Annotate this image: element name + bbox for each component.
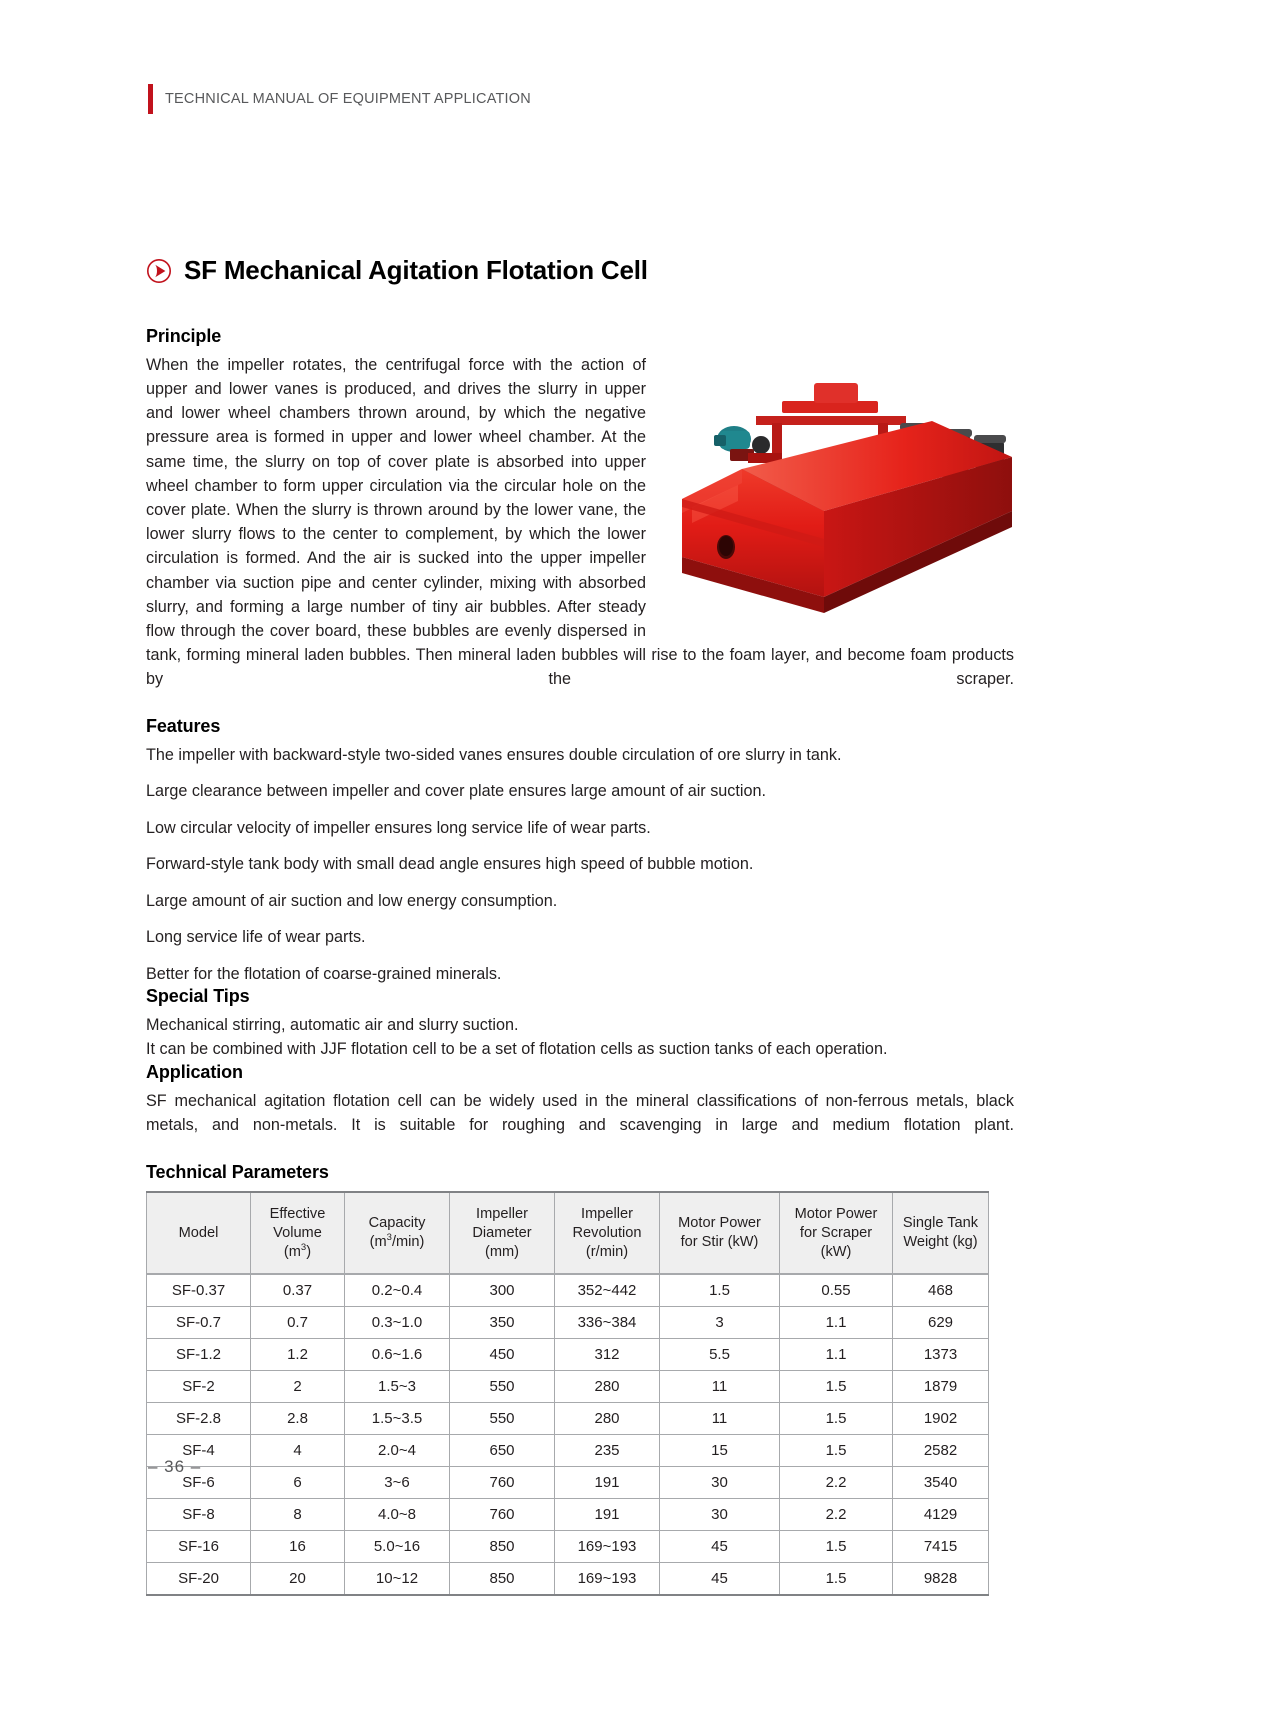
table-cell: 850 xyxy=(450,1563,555,1596)
feature-item: Long service life of wear parts. xyxy=(146,928,366,947)
column-header-motor-power-stir: Motor Power for Stir (kW) xyxy=(660,1192,780,1274)
table-cell: 235 xyxy=(555,1435,660,1467)
cell-model: SF-8 xyxy=(147,1499,251,1531)
table-cell: 850 xyxy=(450,1531,555,1563)
feature-item: Large clearance between impeller and cover plate ensures large amount of air suction. xyxy=(146,782,766,801)
technical-parameters-table xyxy=(146,1191,989,1596)
table-cell: 45 xyxy=(660,1563,780,1596)
column-header-impeller-revolution: Impeller Revolution (r/min) xyxy=(555,1192,660,1274)
table-cell: 336~384 xyxy=(555,1307,660,1339)
feature-item: Better for the flotation of coarse-grained minerals. xyxy=(146,964,502,983)
feature-item: Forward-style tank body with small dead angle ensures high speed of bubble motion. xyxy=(146,855,754,874)
table-cell: 4.0~8 xyxy=(345,1499,450,1531)
table-cell: 5.0~16 xyxy=(345,1531,450,1563)
feature-item: Low circular velocity of impeller ensures long service life of wear parts. xyxy=(146,818,651,837)
table-cell: 2582 xyxy=(893,1435,989,1467)
table-cell: 11 xyxy=(660,1371,780,1403)
table-cell: 2.8 xyxy=(251,1403,345,1435)
special-tip-line: Mechanical stirring, automatic air and slurry suction. xyxy=(146,1015,519,1034)
table-cell: 760 xyxy=(450,1499,555,1531)
column-header-capacity: Capacity $(m^3/\min)$ xyxy=(345,1192,450,1274)
table-cell: 3~6 xyxy=(345,1467,450,1499)
table-row xyxy=(147,1499,989,1531)
table-cell: 15 xyxy=(660,1435,780,1467)
table-cell: 1.5 xyxy=(780,1371,893,1403)
table-cell: 30 xyxy=(660,1467,780,1499)
table-header xyxy=(147,1192,989,1274)
table-cell: 629 xyxy=(893,1307,989,1339)
table-cell: 2.2 xyxy=(780,1499,893,1531)
cell-model: SF-0.37 xyxy=(147,1274,251,1307)
table-row xyxy=(147,1371,989,1403)
table-cell: 1373 xyxy=(893,1339,989,1371)
cell-model: SF-1.2 xyxy=(147,1339,251,1371)
table-cell: 7415 xyxy=(893,1531,989,1563)
table-cell: 650 xyxy=(450,1435,555,1467)
table-cell: 20 xyxy=(251,1563,345,1596)
table-cell: 4129 xyxy=(893,1499,989,1531)
table-cell: 1.5 xyxy=(660,1274,780,1307)
table-cell: 312 xyxy=(555,1339,660,1371)
table-cell: 4 xyxy=(251,1435,345,1467)
table-row xyxy=(147,1435,989,1467)
cell-model: SF-16 xyxy=(147,1531,251,1563)
unit-cubic-metre-per-min: $(m^3/\min)$ xyxy=(369,1232,425,1251)
cell-model: SF-20 xyxy=(147,1563,251,1596)
table-cell: 280 xyxy=(555,1403,660,1435)
table-cell: 169~193 xyxy=(555,1563,660,1596)
heading-application: Application xyxy=(146,1061,243,1082)
cell-model: SF-2.8 xyxy=(147,1403,251,1435)
table-row xyxy=(147,1403,989,1435)
column-header-single-tank-weight: Single Tank Weight (kg) xyxy=(893,1192,989,1274)
table-cell: 0.2~0.4 xyxy=(345,1274,450,1307)
table-cell: 0.55 xyxy=(780,1274,893,1307)
table-cell: 2.0~4 xyxy=(345,1435,450,1467)
table-cell: 6 xyxy=(251,1467,345,1499)
column-header-impeller-diameter: Impeller Diameter (mm) xyxy=(450,1192,555,1274)
table-cell: 352~442 xyxy=(555,1274,660,1307)
heading-special-tips: Special Tips xyxy=(146,985,250,1006)
cell-model: SF-2 xyxy=(147,1371,251,1403)
table-cell: 10~12 xyxy=(345,1563,450,1596)
table-cell: 191 xyxy=(555,1467,660,1499)
table-row xyxy=(147,1274,989,1307)
table-cell: 1.1 xyxy=(780,1339,893,1371)
cell-model: SF-4 xyxy=(147,1435,251,1467)
table-cell: 1.5 xyxy=(780,1531,893,1563)
table-cell: 350 xyxy=(450,1307,555,1339)
table-row xyxy=(147,1563,989,1596)
heading-features: Features xyxy=(146,715,221,736)
table-cell: 169~193 xyxy=(555,1531,660,1563)
header-accent-rule xyxy=(148,84,153,114)
table-cell: 5.5 xyxy=(660,1339,780,1371)
special-tip-line: It can be combined with JJF flotation cell to be a set of flotation cells as suction tanks of each operation. xyxy=(146,1040,888,1059)
table-cell: 11 xyxy=(660,1403,780,1435)
feature-item: Large amount of air suction and low energy consumption. xyxy=(146,891,558,910)
table-cell: 16 xyxy=(251,1531,345,1563)
table-cell: 300 xyxy=(450,1274,555,1307)
page-running-header xyxy=(148,84,531,114)
table-body xyxy=(147,1274,989,1595)
sf-flotation-cell-photo xyxy=(664,361,1014,631)
table-cell: 550 xyxy=(450,1403,555,1435)
table-cell: 30 xyxy=(660,1499,780,1531)
heading-technical-parameters: Technical Parameters xyxy=(146,1162,329,1183)
column-header-model: Model xyxy=(147,1192,251,1274)
table-cell: 1.5~3 xyxy=(345,1371,450,1403)
running-title: TECHNICAL MANUAL OF EQUIPMENT APPLICATION xyxy=(165,91,531,107)
page-title-row xyxy=(146,238,1014,304)
special-tips-list xyxy=(146,1013,1014,1062)
table-cell: 3540 xyxy=(893,1467,989,1499)
table-cell: 468 xyxy=(893,1274,989,1307)
application-paragraph: SF mechanical agitation flotation cell can be widely used in the mineral classifications of non-ferrous metals, black metals, and non-metals. It is suitable for roughing and scavenging in large and medium flotation plant. xyxy=(146,1091,1014,1135)
table-cell: 0.3~1.0 xyxy=(345,1307,450,1339)
cell-model: SF-6 xyxy=(147,1467,251,1499)
table-cell: 1.5~3.5 xyxy=(345,1403,450,1435)
table-cell: 0.6~1.6 xyxy=(345,1339,450,1371)
table-cell: 760 xyxy=(450,1467,555,1499)
table-row xyxy=(147,1467,989,1499)
table-cell: 1.5 xyxy=(780,1563,893,1596)
heading-principle: Principle xyxy=(146,325,222,346)
table-cell: 8 xyxy=(251,1499,345,1531)
table-cell: 9828 xyxy=(893,1563,989,1596)
table-cell: 450 xyxy=(450,1339,555,1371)
table-cell: 1.1 xyxy=(780,1307,893,1339)
table-cell: 2 xyxy=(251,1371,345,1403)
table-cell: 1902 xyxy=(893,1403,989,1435)
table-header-row xyxy=(147,1192,989,1274)
table-cell: 0.7 xyxy=(251,1307,345,1339)
page-content xyxy=(146,238,1014,1596)
table-row xyxy=(147,1307,989,1339)
principle-paragraph: When the impeller rotates, the centrifugal force with the action of upper and lower vanes is produced, and drives the slurry in upper and lower wheel chambers thrown around, by which the negative pressure area is formed in upper and lower wheel chamber. At the same time, the slurry on top of cover plate is absorbed into upper wheel chamber to form upper circulation via the circular hole on the cover plate. When the slurry is thrown around by the lower vane, the lower slurry flows to the center to complement, by which the lower circulation is formed. And the air is sucked into the upper impeller chamber via suction pipe and center cylinder, mixing with absorbed slurry, and forming a large number of tiny air bubbles. After steady flow through the cover board, these bubbles are evenly dispersed in tank, forming mineral laden bubbles. Then mineral laden bubbles will rise to the foam layer, and become foam products by the scraper. xyxy=(146,355,1014,689)
table-cell: 1.2 xyxy=(251,1339,345,1371)
table-cell: 1879 xyxy=(893,1371,989,1403)
table-cell: 2.2 xyxy=(780,1467,893,1499)
table-cell: 0.37 xyxy=(251,1274,345,1307)
column-header-motor-power-scraper: Motor Power for Scraper (kW) xyxy=(780,1192,893,1274)
table-cell: 280 xyxy=(555,1371,660,1403)
table-row xyxy=(147,1531,989,1563)
table-row xyxy=(147,1339,989,1371)
table-cell: 1.5 xyxy=(780,1403,893,1435)
table-cell: 45 xyxy=(660,1531,780,1563)
cell-model: SF-0.7 xyxy=(147,1307,251,1339)
principle-block xyxy=(146,353,1014,716)
circled-play-arrow-icon xyxy=(146,258,172,284)
table-cell: 3 xyxy=(660,1307,780,1339)
table-cell: 550 xyxy=(450,1371,555,1403)
unit-cubic-metre: $(m^3)$ xyxy=(283,1242,312,1260)
table-cell: 1.5 xyxy=(780,1435,893,1467)
features-list xyxy=(146,743,1014,986)
feature-item: The impeller with backward-style two-sided vanes ensures double circulation of ore slurry in tank. xyxy=(146,745,842,764)
table-cell: 191 xyxy=(555,1499,660,1531)
page-number: – 36 – xyxy=(148,1457,202,1476)
page-title: SF Mechanical Agitation Flotation Cell xyxy=(184,255,648,286)
column-header-effective-volume: Effective Volume $(m^3)$ xyxy=(251,1192,345,1274)
